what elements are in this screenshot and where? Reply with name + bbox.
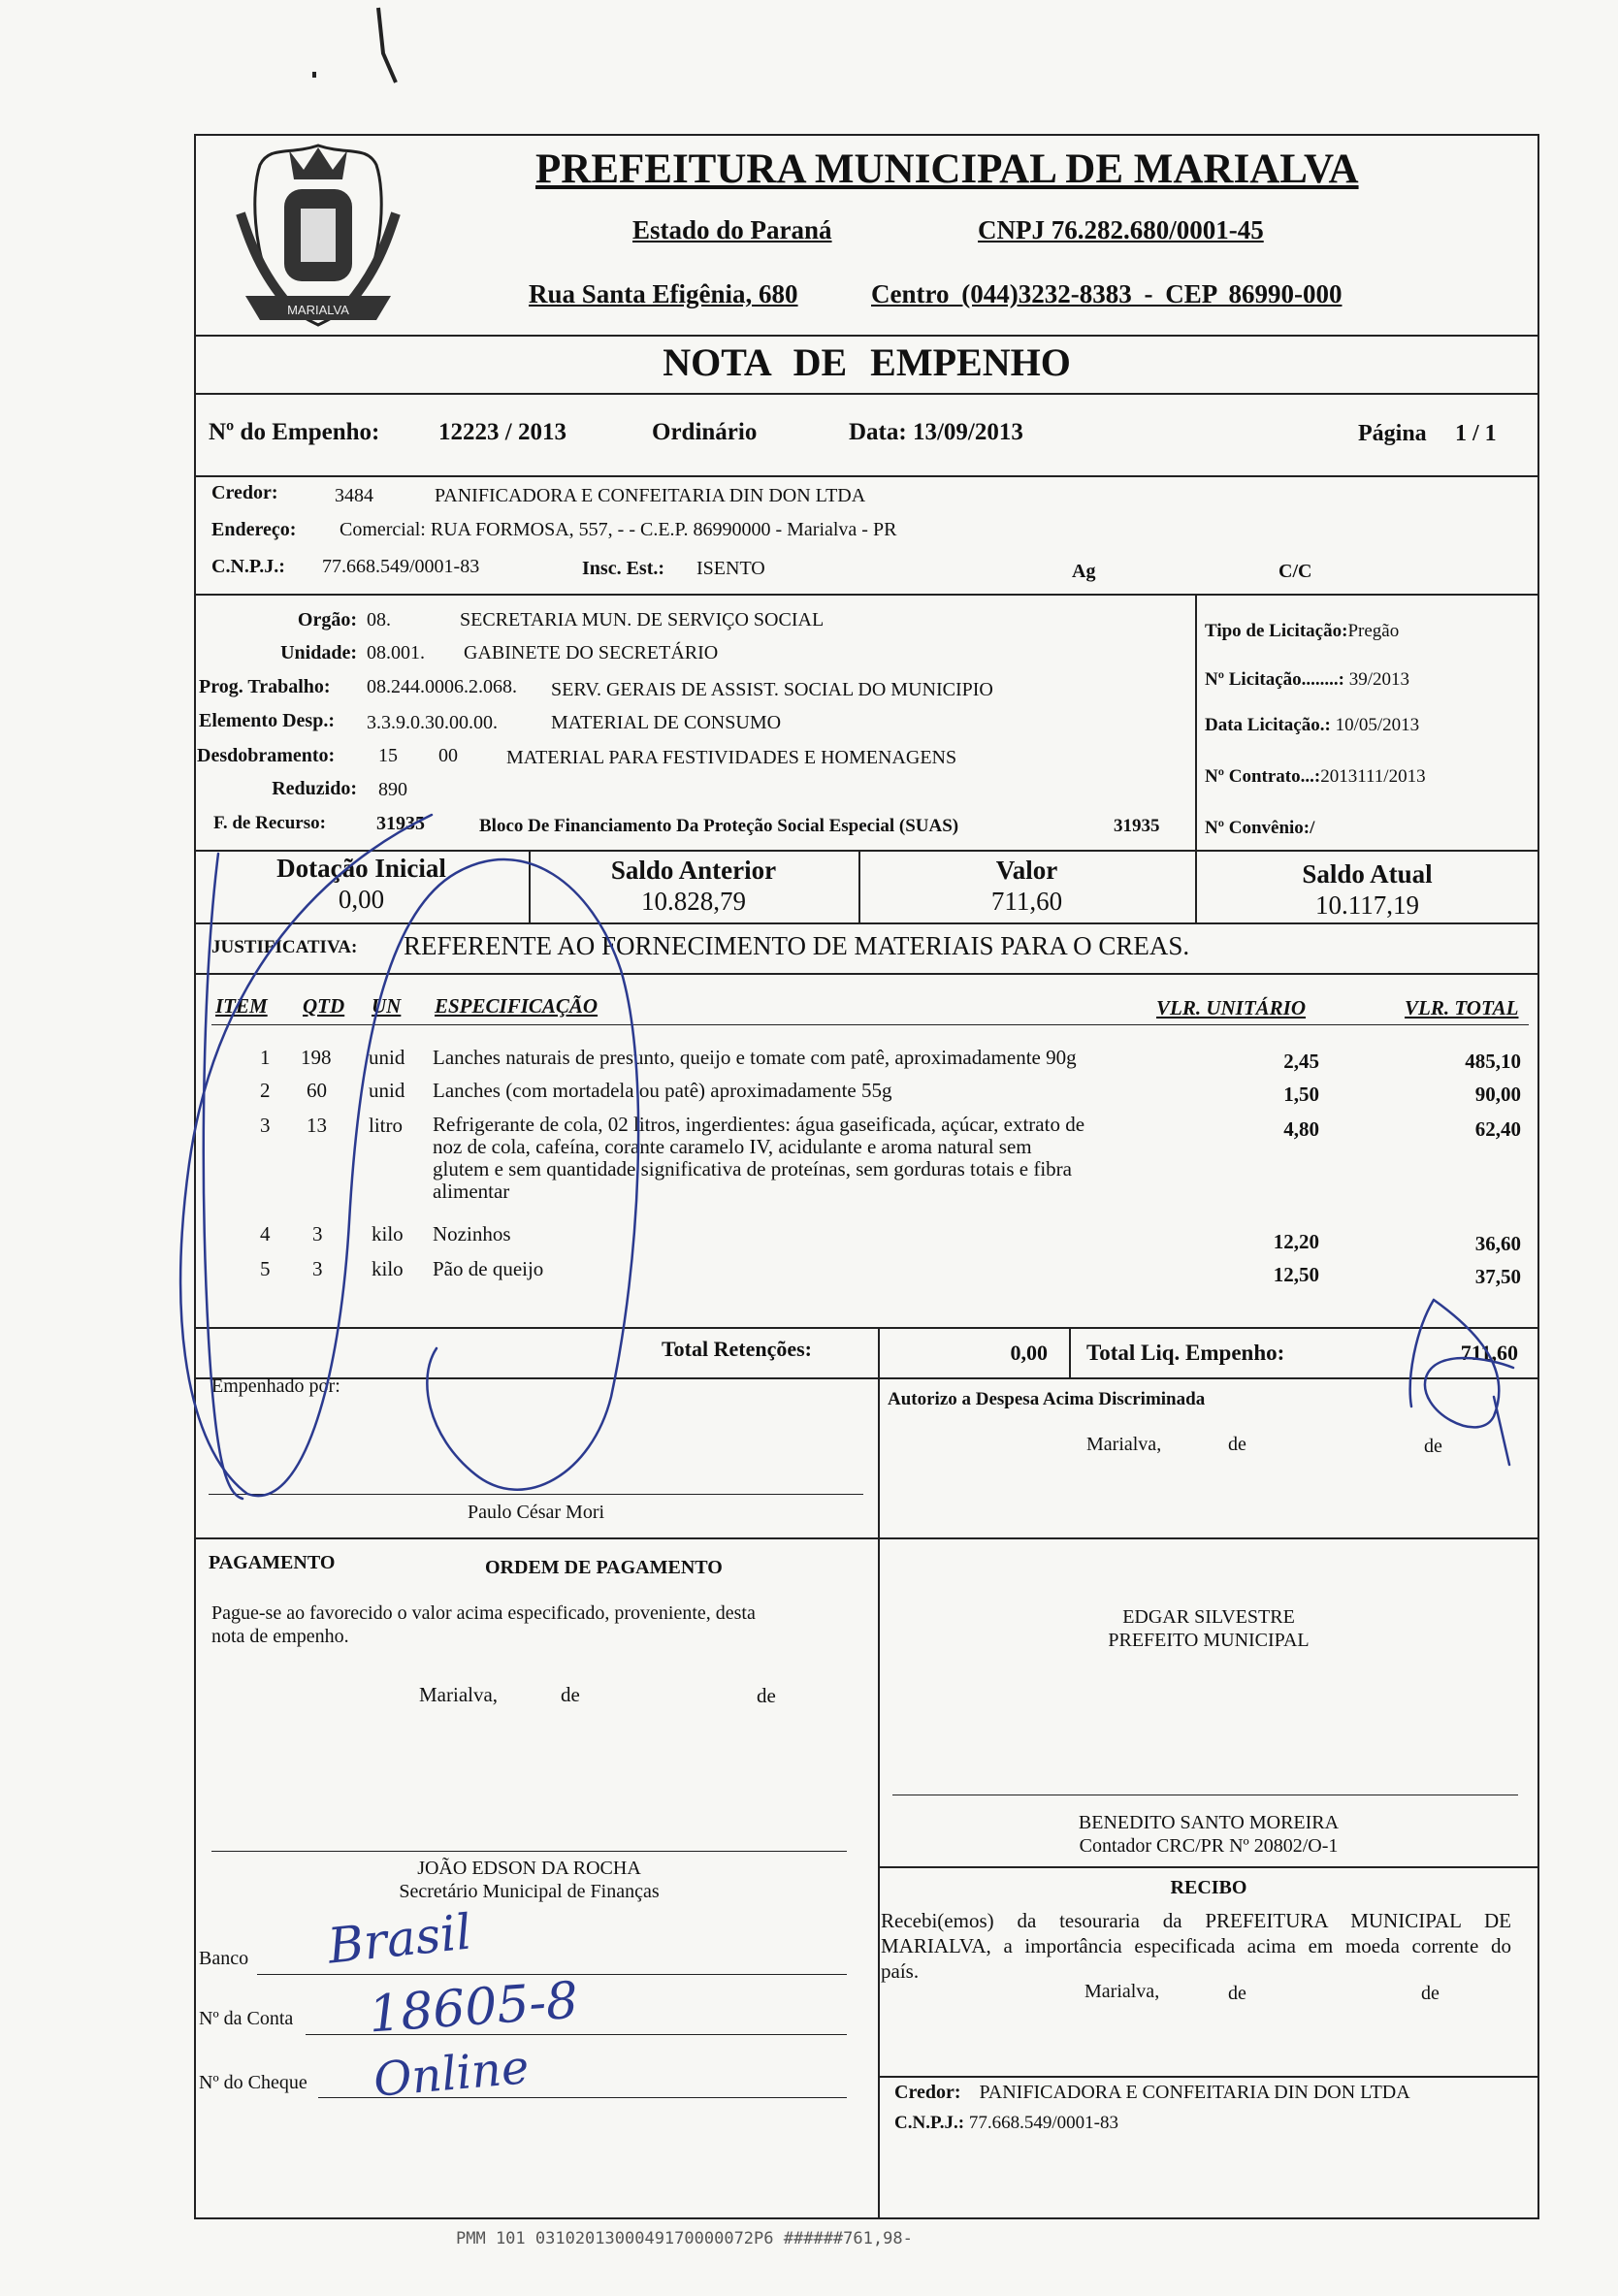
insc-label: Insc. Est.: — [582, 558, 665, 579]
col-item: ITEM — [215, 994, 268, 1018]
bloco-code: 31935 — [1114, 816, 1160, 836]
municipality-title: PREFEITURA MUNICIPAL DE MARIALVA — [535, 146, 1359, 192]
empenho-date: Data: 13/09/2013 — [849, 419, 1023, 445]
conta-handwriting: 18605-8 — [367, 1971, 580, 2045]
pagamento-text-line1: Pague-se ao favorecido o valor acima especificado, proveniente, desta — [211, 1602, 756, 1624]
saldo-anterior-value: 10.828,79 — [641, 887, 746, 916]
col-un: UN — [372, 994, 402, 1018]
bloco-financiamento: Bloco De Financiamento Da Proteção Social Especial (SUAS) — [479, 816, 959, 836]
address-value: Comercial: RUA FORMOSA, 557, - - C.E.P. 86990000 - Marialva - PR — [340, 519, 897, 540]
num-licitacao-value: 39/2013 — [1348, 669, 1410, 690]
page-label: Página — [1358, 421, 1427, 446]
total-retencoes-label: Total Retenções: — [662, 1337, 812, 1361]
item-unit-price: 2,45 — [1283, 1050, 1319, 1073]
num-contrato-label: Nº Contrato...: — [1205, 766, 1321, 787]
item-un: kilo — [372, 1257, 404, 1280]
pagamento-label: PAGAMENTO — [209, 1552, 336, 1573]
desdobramento-code: 15 — [378, 745, 398, 766]
item-total: 90,00 — [1474, 1083, 1521, 1106]
item-number: 3 — [260, 1114, 271, 1137]
item-un: unid — [369, 1046, 405, 1069]
item-unit-price: 4,80 — [1283, 1117, 1319, 1141]
cc-label: C/C — [1278, 561, 1312, 582]
elemento-code: 3.3.9.0.30.00.00. — [367, 712, 498, 733]
item-total: 485,10 — [1465, 1050, 1521, 1073]
unidade-code: 08.001. — [367, 642, 425, 663]
prefeito-role: PREFEITO MUNICIPAL — [1108, 1630, 1310, 1651]
item-number: 2 — [260, 1079, 271, 1102]
footer-code: PMM 101 0310201300049170000072P6 ######761,98- — [456, 2229, 913, 2248]
credor-code: 3484 — [335, 485, 373, 506]
item-total: 36,60 — [1474, 1232, 1521, 1255]
col-vlr-total: VLR. TOTAL — [1405, 996, 1519, 1019]
desdobramento-sub: 00 — [438, 745, 458, 766]
item-total: 62,40 — [1474, 1117, 1521, 1141]
prog-label: Prog. Trabalho: — [199, 676, 331, 697]
item-spec-line: alimentar — [433, 1180, 510, 1203]
ordem-pagamento-label: ORDEM DE PAGAMENTO — [485, 1557, 723, 1578]
item-spec: Lanches naturais de presunto, queijo e tomate com patê, aproximadamente 90g — [433, 1046, 1077, 1069]
cheque-label: Nº do Cheque — [199, 2072, 307, 2093]
item-unit-price: 12,20 — [1273, 1230, 1319, 1253]
data-licitacao-label: Data Licitação.: — [1205, 715, 1331, 735]
secretario-name: JOÃO EDSON DA ROCHA — [417, 1858, 641, 1879]
item-spec: Nozinhos — [433, 1222, 511, 1245]
unidade-label: Unidade: — [280, 642, 357, 663]
elemento-label: Elemento Desp.: — [199, 710, 335, 731]
empenho-type: Ordinário — [652, 419, 758, 445]
item-qtd: 13 — [307, 1114, 327, 1137]
recibo-de1: de — [1228, 1983, 1246, 2004]
item-un: kilo — [372, 1222, 404, 1245]
item-spec-line: noz de cola, cafeína, corante caramelo IV, acidulante e aroma natural sem — [433, 1135, 1032, 1158]
cnpj-label: C.N.P.J.: — [211, 556, 285, 577]
item-total: 37,50 — [1474, 1265, 1521, 1288]
secretario-role: Secretário Municipal de Finanças — [399, 1881, 660, 1902]
data-licitacao-value: 10/05/2013 — [1335, 715, 1420, 735]
recibo-credor-value: PANIFICADORA E CONFEITARIA DIN DON LTDA — [979, 2082, 1410, 2103]
item-qtd: 3 — [312, 1222, 323, 1245]
pagamento-de2: de — [757, 1684, 776, 1707]
total-liq-label: Total Liq. Empenho: — [1086, 1341, 1285, 1365]
elemento-name: MATERIAL DE CONSUMO — [551, 712, 782, 733]
justificativa-label: JUSTIFICATIVA: — [211, 937, 358, 957]
address-label: Endereço: — [211, 519, 297, 540]
conta-label: Nº da Conta — [199, 2008, 294, 2029]
col-vlr-unitario: VLR. UNITÁRIO — [1156, 996, 1307, 1019]
autorizo-text: Autorizo a Despesa Acima Discriminada — [888, 1389, 1206, 1409]
recibo-line2-text: MARIALVA, a importância especificada acima em moeda corrente do — [881, 1934, 1511, 1957]
empenho-number-label: Nº do Empenho: — [209, 419, 380, 445]
cnpj-value: 77.668.549/0001-83 — [322, 556, 480, 577]
col-qtd: QTD — [303, 994, 345, 1018]
autorizo-de1: de — [1228, 1434, 1246, 1455]
credor-name: PANIFICADORA E CONFEITARIA DIN DON LTDA — [435, 485, 866, 506]
desdobramento-name: MATERIAL PARA FESTIVIDADES E HOMENAGENS — [506, 747, 957, 768]
item-spec: Lanches (com mortadela ou patê) aproximadamente 55g — [433, 1079, 892, 1102]
orgao-code: 08. — [367, 609, 391, 631]
coat-of-arms-text: MARIALVA — [287, 303, 349, 317]
prog-code: 08.244.0006.2.068. — [367, 676, 517, 697]
cnpj-header: CNPJ 76.282.680/0001-45 — [978, 215, 1264, 244]
banco-handwriting: Brasil — [325, 1903, 474, 1975]
reduzido-value: 890 — [378, 779, 407, 800]
item-number: 1 — [260, 1046, 271, 1069]
district-phone-cep: Centro (044)3232-8383 - CEP 86990-000 — [871, 279, 1343, 308]
item-unit-price: 1,50 — [1283, 1083, 1319, 1106]
saldo-atual-value: 10.117,19 — [1315, 890, 1419, 920]
saldo-anterior-label: Saldo Anterior — [610, 856, 777, 885]
num-convenio: Nº Convênio:/ — [1205, 818, 1315, 838]
recibo-de2: de — [1421, 1983, 1440, 2004]
unidade-name: GABINETE DO SECRETÁRIO — [464, 642, 719, 663]
orgao-label: Orgão: — [297, 609, 357, 631]
item-un: unid — [369, 1079, 405, 1102]
justificativa-text: REFERENTE AO FORNECIMENTO DE MATERIAIS PARA O CREAS. — [404, 931, 1190, 960]
num-licitacao-label: Nº Licitação........: — [1205, 669, 1344, 690]
reduzido-label: Reduzido: — [272, 778, 357, 799]
insc-value: ISENTO — [696, 558, 765, 579]
item-qtd: 3 — [312, 1257, 323, 1280]
empenhado-signer: Paulo César Mori — [467, 1502, 605, 1523]
recibo-cnpj-label: C.N.P.J.: — [894, 2113, 965, 2133]
pagamento-place: Marialva, — [419, 1683, 499, 1706]
item-un: litro — [369, 1114, 403, 1137]
tipo-licitacao-value: Pregão — [1347, 621, 1400, 641]
dotacao-inicial-label: Dotação Inicial — [276, 854, 446, 883]
item-qtd: 60 — [307, 1079, 327, 1102]
empenhado-label: Empenhado por: — [211, 1375, 340, 1397]
prog-name: SERV. GERAIS DE ASSIST. SOCIAL DO MUNICIPIO — [551, 679, 993, 700]
pagamento-text-line2: nota de empenho. — [211, 1626, 349, 1647]
banco-label: Banco — [199, 1948, 249, 1969]
fonte-recurso-label: F. de Recurso: — [213, 813, 326, 833]
empenho-number: 12223 / 2013 — [438, 419, 566, 445]
scan-marks — [291, 0, 485, 97]
state-name: Estado do Paraná — [632, 215, 832, 244]
fonte-recurso-value: 31935 — [376, 813, 425, 834]
item-unit-price: 12,50 — [1273, 1263, 1319, 1286]
valor-label: Valor — [995, 856, 1058, 885]
credor-label: Credor: — [211, 482, 278, 503]
recibo-label: RECIBO — [1170, 1877, 1247, 1898]
document-title: NOTA DE EMPENHO — [663, 340, 1071, 384]
valor-value: 711,60 — [990, 887, 1063, 916]
desdobramento-label: Desdobramento: — [197, 745, 336, 766]
recibo-place: Marialva, — [1084, 1981, 1160, 2002]
contador-role: Contador CRC/PR Nº 20802/O-1 — [1079, 1835, 1339, 1857]
recibo-line3: país. — [881, 1959, 920, 1983]
total-retencoes-value: 0,00 — [1010, 1341, 1048, 1365]
cheque-handwriting: Online — [371, 2040, 532, 2108]
autorizo-place: Marialva, — [1086, 1434, 1162, 1455]
orgao-name: SECRETARIA MUN. DE SERVIÇO SOCIAL — [460, 609, 825, 631]
item-number: 4 — [260, 1222, 271, 1245]
item-number: 5 — [260, 1257, 271, 1280]
col-especificacao: ESPECIFICAÇÃO — [435, 994, 599, 1018]
recibo-line1-text: Recebi(emos) da tesouraria da PREFEITURA MUNICIPAL DE — [881, 1909, 1511, 1932]
recibo-credor-label: Credor: — [894, 2082, 961, 2103]
item-spec: Pão de queijo — [433, 1257, 544, 1280]
recibo-cnpj-value: 77.668.549/0001-83 — [968, 2113, 1118, 2133]
page-number: 1 / 1 — [1455, 421, 1497, 446]
num-contrato-value: 2013111/2013 — [1320, 766, 1426, 787]
dotacao-inicial-value: 0,00 — [338, 885, 385, 914]
autorizo-de2: de — [1424, 1436, 1442, 1457]
item-spec-line: glutem e sem quantidade significativa de proteínas, sem gorduras totais e fibra — [433, 1157, 1072, 1180]
saldo-atual-label: Saldo Atual — [1302, 859, 1433, 889]
street-address: Rua Santa Efigênia, 680 — [529, 279, 798, 308]
item-qtd: 198 — [301, 1046, 332, 1069]
pagamento-de1: de — [561, 1683, 580, 1706]
contador-name: BENEDITO SANTO MOREIRA — [1078, 1812, 1340, 1833]
tipo-licitacao-label-text: Tipo de Licitação: — [1205, 621, 1348, 641]
ag-label: Ag — [1072, 561, 1096, 582]
item-spec-line: Refrigerante de cola, 02 litros, ingerdientes: água gaseificada, açúcar, extrato de — [433, 1113, 1085, 1136]
prefeito-name: EDGAR SILVESTRE — [1122, 1606, 1295, 1628]
total-liq-value: 711,60 — [1460, 1341, 1518, 1365]
